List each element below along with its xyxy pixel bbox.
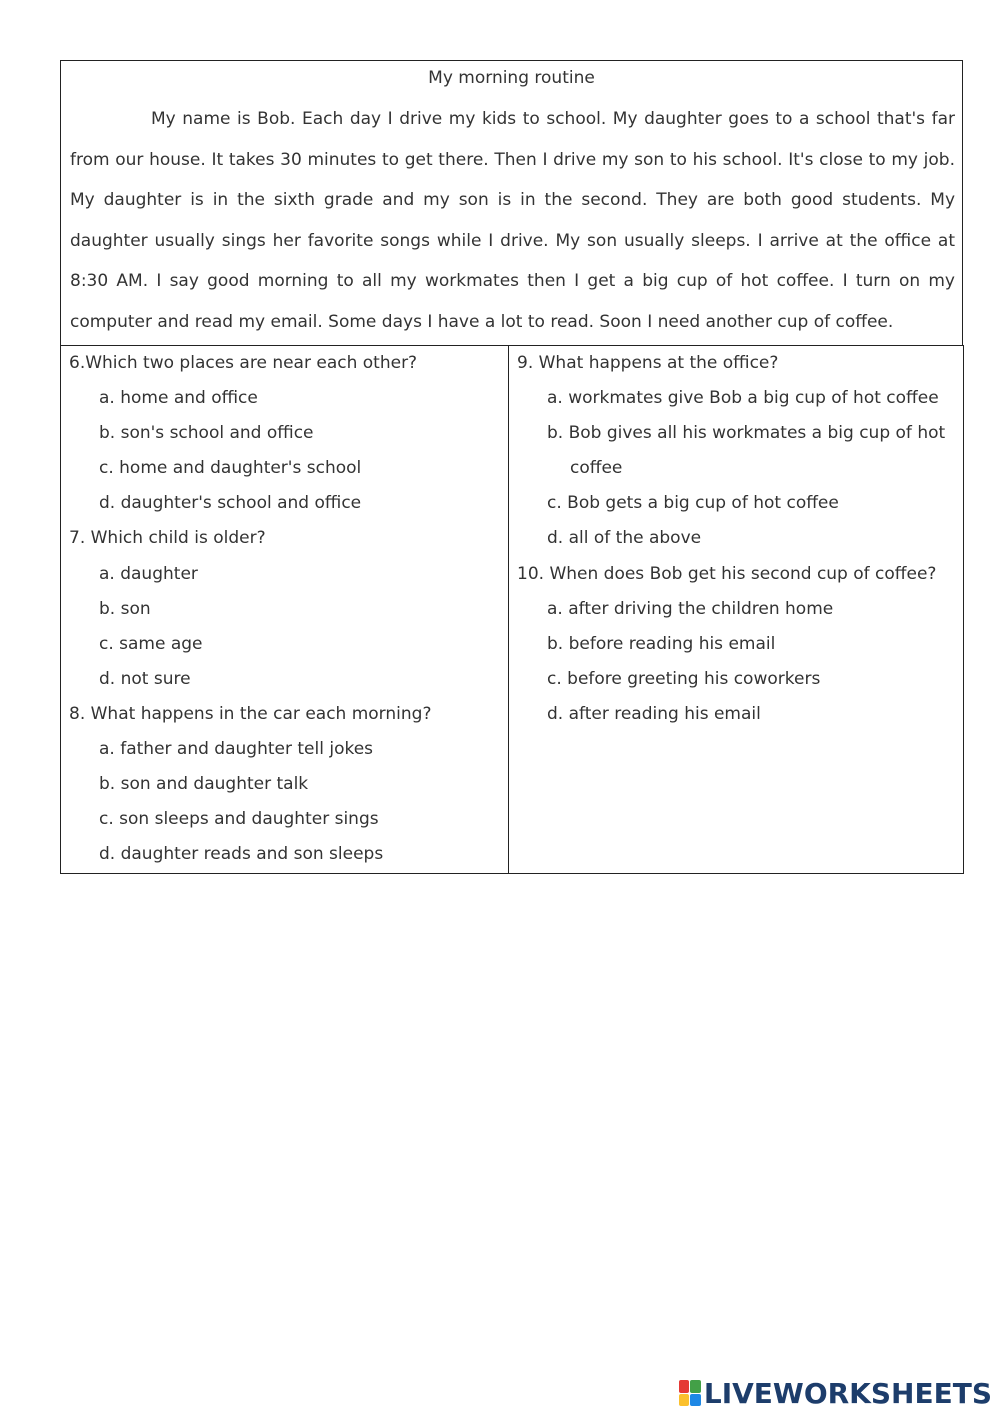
logo-block-red (679, 1380, 690, 1393)
option-8c[interactable]: c. son sleeps and daughter sings (99, 809, 379, 830)
question-8: 8. What happens in the car each morning? (69, 703, 432, 724)
option-7b[interactable]: b. son (99, 598, 151, 619)
logo-text: LIVEWORKSHEETS (703, 1376, 992, 1410)
passage-title: My morning routine (428, 68, 595, 88)
option-7d[interactable]: d. not sure (99, 668, 191, 689)
question-9: 9. What happens at the office? (517, 353, 779, 373)
logo-block-yellow (679, 1394, 690, 1407)
question-6: 6.Which two places are near each other? (69, 353, 418, 373)
option-10a[interactable]: a. after driving the children home (547, 598, 834, 619)
logo-blocks-icon (679, 1380, 701, 1406)
column-divider (508, 346, 509, 873)
passage-text: My name is Bob. Each day I drive my kids to school. My daughter goes to a school that's far from our house. It takes 30 minutes to get there. Then I drive my son to his school. It's close to my job. My daughter is in the sixth grade and my son is in the second. They are both good students. My daughter usually sings her favorite songs while I drive. My son usually sleeps. I arrive at the office at 8:30 AM. I say good morning to all my workmates then I get a big cup of hot coffee. I turn on my computer and read my email. Some days I have a lot to read. Soon I need another cup of coffee. (70, 109, 955, 332)
option-8d[interactable]: d. daughter reads and son sleeps (99, 844, 384, 865)
option-6d[interactable]: d. daughter's school and office (99, 493, 362, 514)
questions-table (60, 345, 964, 874)
option-6a[interactable]: a. home and office (99, 388, 258, 409)
option-7a[interactable]: a. daughter (99, 563, 198, 584)
option-9a[interactable]: a. workmates give Bob a big cup of hot coffee (547, 388, 939, 409)
option-10c[interactable]: c. before greeting his coworkers (547, 668, 821, 689)
option-10d[interactable]: d. after reading his email (547, 703, 761, 724)
option-9d[interactable]: d. all of the above (547, 528, 702, 549)
option-9b-continued[interactable]: coffee (570, 458, 623, 479)
option-9c[interactable]: c. Bob gets a big cup of hot coffee (547, 493, 839, 514)
option-8a[interactable]: a. father and daughter tell jokes (99, 739, 374, 760)
question-7: 7. Which child is older? (69, 528, 266, 549)
option-10b[interactable]: b. before reading his email (547, 633, 776, 654)
questions-right-column (517, 346, 957, 732)
option-7c[interactable]: c. same age (99, 633, 203, 654)
option-6c[interactable]: c. home and daughter's school (99, 458, 362, 479)
logo-block-blue (690, 1394, 701, 1407)
option-9b[interactable]: b. Bob gives all his workmates a big cup of hot (547, 423, 946, 444)
questions-left-column (69, 346, 499, 872)
option-6b[interactable]: b. son's school and office (99, 423, 314, 444)
option-8b[interactable]: b. son and daughter talk (99, 774, 309, 795)
question-10: 10. When does Bob get his second cup of coffee? (517, 563, 937, 584)
reading-passage-box (60, 60, 963, 345)
liveworksheets-logo (679, 1378, 992, 1408)
logo-block-green (690, 1380, 701, 1393)
